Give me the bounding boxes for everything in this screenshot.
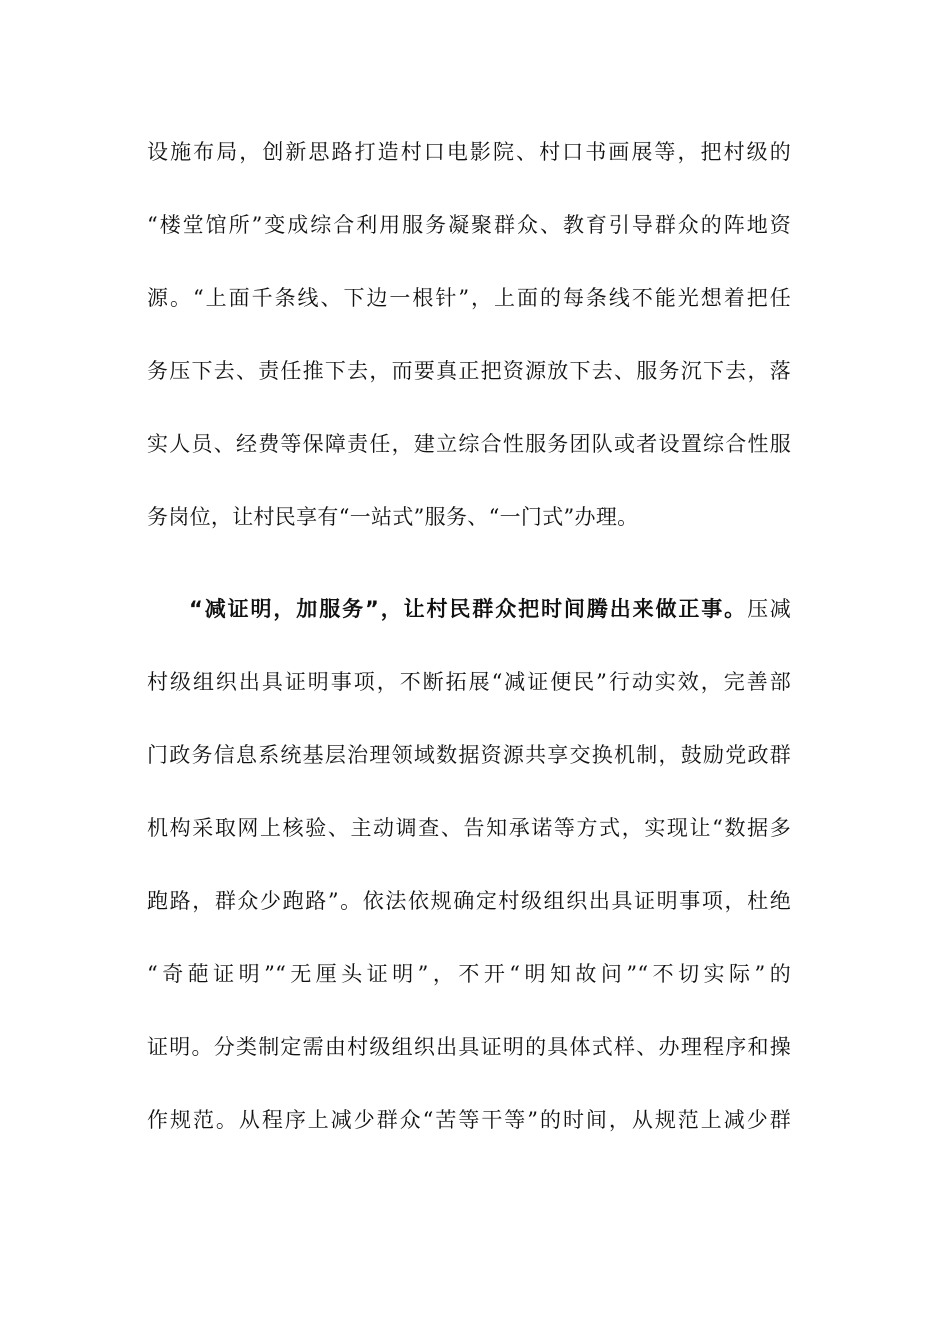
paragraph-2-line-5: 跑路，群众少跑路”。依法依规确定村级组织出具证明事项，杜绝 [147,889,791,913]
paragraph-2-line-6: “奇葩证明”“无厘头证明”，不开“明知故问”“不切实际”的 [147,962,791,986]
paragraph-2-line-3: 门政务信息系统基层治理领域数据资源共享交换机制，鼓励党政群 [147,743,791,767]
paragraph-2-line-2: 村级组织出具证明事项，不断拓展“减证便民”行动实效，完善部 [147,670,791,694]
paragraph-2-line-8: 作规范。从程序上减少群众“苦等干等”的时间，从规范上减少群 [147,1108,791,1132]
paragraph-2-heading-tail: 压减 [747,597,791,621]
paragraph-1-line-6: 务岗位，让村民享有“一站式”服务、“一门式”办理。 [147,505,639,529]
paragraph-2-first-line [189,589,791,629]
paragraph-1-line-5: 实人员、经费等保障责任，建立综合性服务团队或者设置综合性服 [147,432,791,456]
paragraph-1-line-1: 设施布局，创新思路打造村口电影院、村口书画展等，把村级的 [147,140,791,164]
paragraph-1-line-2: “楼堂馆所”变成综合利用服务凝聚群众、教育引导群众的阵地资 [147,213,791,237]
paragraph-2-line-4: 机构采取网上核验、主动调查、告知承诺等方式，实现让“数据多 [147,816,791,840]
paragraph-2-heading: “减证明，加服务”，让村民群众把时间腾出来做正事。 [189,597,748,621]
paragraph-2-line-7: 证明。分类制定需由村级组织出具证明的具体式样、办理程序和操 [147,1035,791,1059]
paragraph-1-line-3: 源。“上面千条线、下边一根针”，上面的每条线不能光想着把任 [147,286,791,310]
paragraph-1-line-4: 务压下去、责任推下去，而要真正把资源放下去、服务沉下去，落 [147,359,791,383]
